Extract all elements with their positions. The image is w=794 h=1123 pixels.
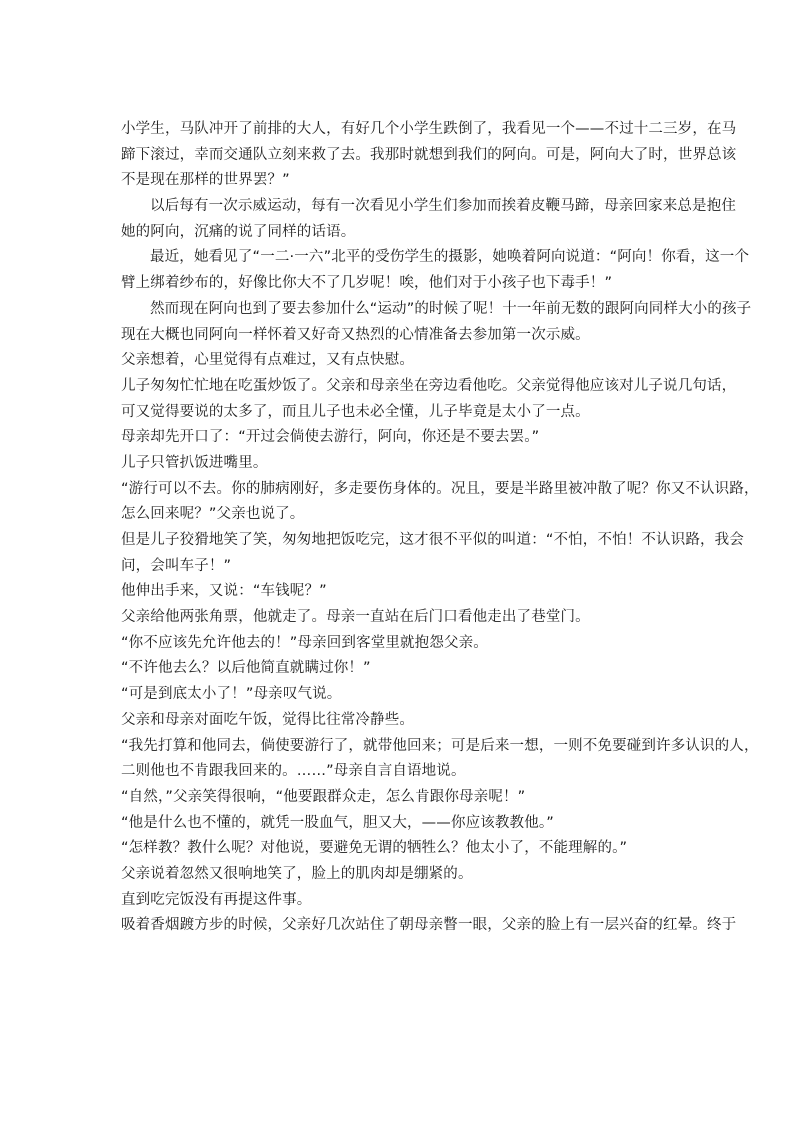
text-line: 以后每有一次示威运动，每有一次看见小学生们参加而挨着皮鞭马蹄，母亲回家来总是抱住 bbox=[150, 198, 736, 215]
text-line: 父亲和母亲对面吃午饭，觉得比往常冷静些。 bbox=[121, 711, 414, 728]
text-line: 二则他也不肯跟我回来的。……”母亲自言自语地说。 bbox=[121, 763, 466, 780]
text-line: “我先打算和他同去，倘使要游行了，就带他回来；可是后来一想，一则不免要碰到许多认识的人， bbox=[121, 737, 759, 754]
text-line: 蹄下滚过，幸而交通队立刻来救了去。我那时就想到我们的阿向。可是，阿向大了时，世界总该 bbox=[121, 146, 737, 163]
text-line: “他是什么也不懂的，就凭一股血气，胆又大，——你应该教教他。” bbox=[121, 814, 554, 831]
text-line: 父亲想着，心里觉得有点难过，又有点快慰。 bbox=[121, 352, 414, 369]
text-line: 直到吃完饭没有再提这件事。 bbox=[121, 891, 312, 908]
text-line: 不是现在那样的世界罢？” bbox=[121, 172, 290, 189]
text-line: 最近，她看见了“一二·一六”北平的受伤学生的摄影，她唤着阿向说道：“阿向！你看，这一个 bbox=[150, 249, 750, 266]
text-line: “怎样教？教什么呢？对他说，要避免无谓的牺牲么？他太小了，不能理解的。” bbox=[121, 840, 628, 857]
text-line: 怎么回来呢？”父亲也说了。 bbox=[121, 506, 305, 523]
text-line: “你不应该先允许他去的！”母亲回到客堂里就抱怨父亲。 bbox=[121, 634, 488, 651]
text-line: 儿子匆匆忙忙地在吃蛋炒饭了。父亲和母亲坐在旁边看他吃。父亲觉得他应该对儿子说几句话， bbox=[121, 377, 737, 394]
text-line: 但是儿子狡猾地笑了笑，匆匆地把饭吃完，这才很不平似的叫道：“不怕，不怕！不认识路，我会 bbox=[121, 532, 744, 548]
text-line: 母亲却先开口了：“开过会倘使去游行，阿向，你还是不要去罢。” bbox=[121, 429, 540, 446]
text-line: “可是到底太小了！”母亲叹气说。 bbox=[121, 686, 342, 703]
text-line: 他伸出手来，又说：“车钱呢？” bbox=[121, 583, 327, 600]
text-line: 然而现在阿向也到了要去参加什么“运动”的时候了呢！十一年前无数的跟阿向同样大小的孩子 bbox=[150, 300, 752, 317]
text-line: 小学生，马队冲开了前排的大人，有好几个小学生跌倒了，我看见一个——不过十二三岁，在马 bbox=[121, 121, 737, 137]
text-line: 她的阿向，沉痛的说了同样的话语。 bbox=[121, 223, 356, 240]
text-line: “自然，”父亲笑得很响，“他要跟群众走，怎么肯跟你母亲呢！” bbox=[121, 788, 526, 805]
document-body bbox=[121, 117, 759, 939]
text-line: 父亲给他两张角票，他就走了。母亲一直站在后门口看他走出了巷堂门。 bbox=[121, 609, 590, 626]
text-line: 现在大概也同阿向一样怀着又好奇又热烈的心情准备去参加第一次示威。 bbox=[121, 326, 590, 343]
text-line: 可又觉得要说的太多了，而且儿子也未必全懂，儿子毕竟是太小了一点。 bbox=[121, 403, 590, 420]
text-line: 父亲说着忽然又很响地笑了，脸上的肌肉却是绷紧的。 bbox=[121, 865, 473, 882]
text-line: “不许他去么？以后他简直就瞒过你！” bbox=[121, 660, 371, 677]
text-line: 儿子只管扒饭进嘴里。 bbox=[121, 454, 268, 471]
text-line: 吸着香烟踱方步的时候，父亲好几次站住了朝母亲瞥一眼，父亲的脸上有一层兴奋的红晕。终于 bbox=[121, 917, 737, 934]
text-line: 问，会叫车子！” bbox=[121, 557, 232, 574]
text-line: 臂上绑着纱布的，好像比你大不了几岁呢！唉，他们对于小孩子也下毒手！” bbox=[121, 275, 613, 292]
text-line: “游行可以不去。你的肺病刚好，多走要伤身体的。况且，要是半路里被冲散了呢？你又不认识路， bbox=[121, 480, 759, 497]
